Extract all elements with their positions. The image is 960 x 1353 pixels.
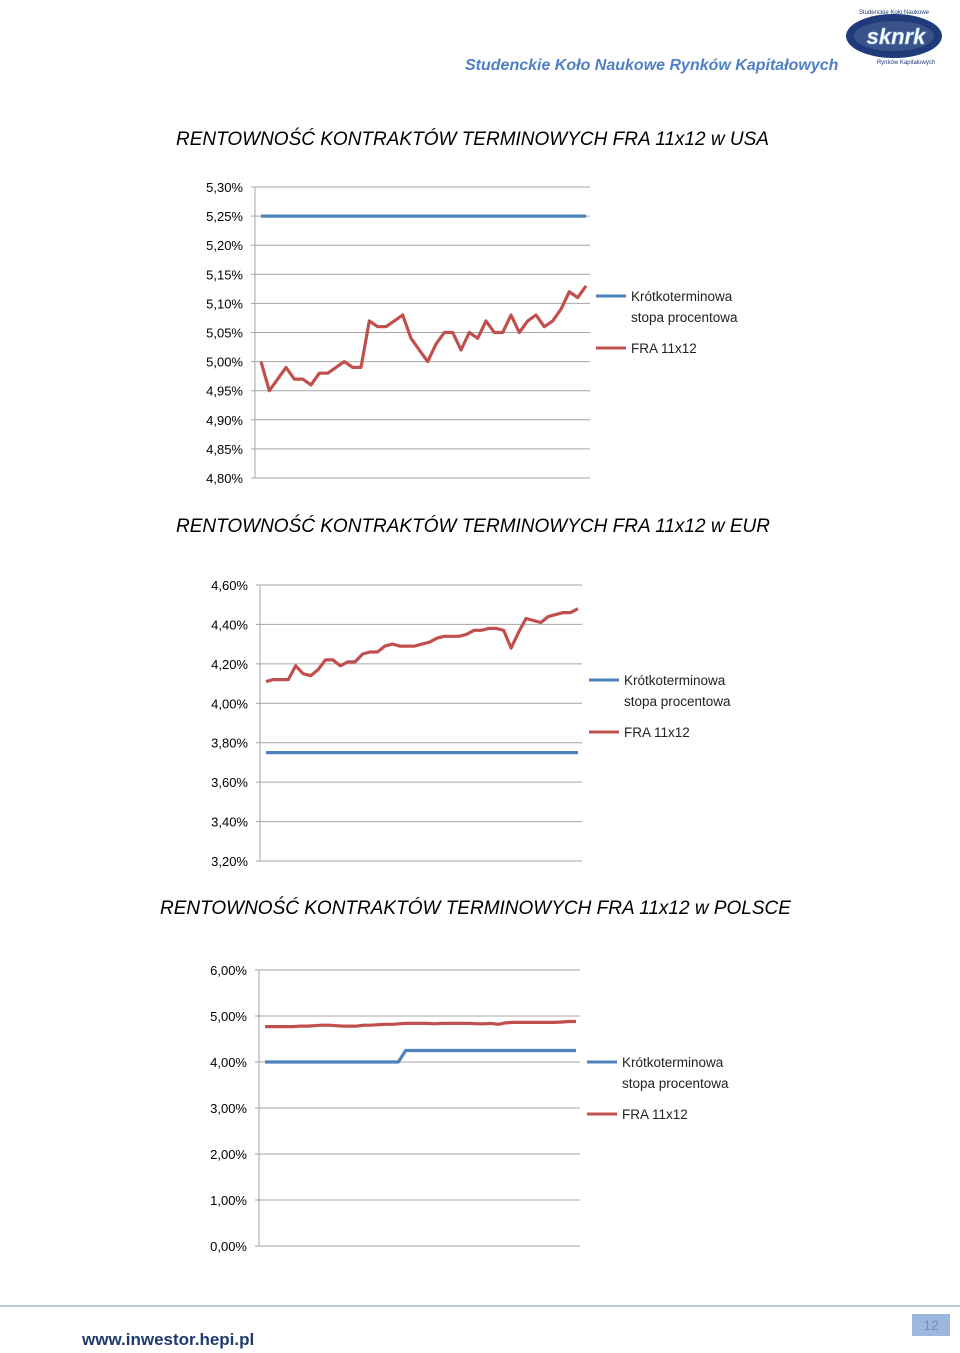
y-tick-label: 4,95%: [206, 383, 243, 399]
chart-title-eur: RENTOWNOŚĆ KONTRAKTÓW TERMINOWYCH FRA 11x12 w EUR: [176, 516, 770, 537]
y-tick-label: 6,00%: [210, 963, 247, 978]
legend-label-fra: FRA 11x12: [624, 725, 690, 740]
chart-legend: [589, 673, 731, 740]
y-tick-label: 4,90%: [206, 412, 243, 428]
y-tick-label: 4,20%: [211, 656, 248, 672]
y-tick-label: 4,00%: [211, 696, 248, 712]
y-tick-label: 5,30%: [206, 180, 243, 195]
y-tick-label: 3,40%: [211, 814, 248, 830]
y-tick-label: 5,10%: [206, 296, 243, 312]
chart-legend: [596, 289, 738, 356]
y-tick-label: 4,80%: [206, 471, 243, 486]
y-tick-label: 0,00%: [210, 1239, 247, 1254]
y-tick-label: 3,20%: [211, 854, 248, 869]
y-tick-label: 5,00%: [210, 1009, 247, 1024]
page-number: 12: [912, 1314, 950, 1336]
y-tick-label: 4,60%: [211, 578, 248, 593]
series-line-fra: [265, 1022, 576, 1027]
chart-title-usa: RENTOWNOŚĆ KONTRAKTÓW TERMINOWYCH FRA 11x12 w USA: [176, 129, 769, 150]
y-tick-label: 5,25%: [206, 209, 243, 225]
logo-arc-top-text: Studenckie Koło Naukowe: [858, 10, 930, 16]
y-tick-label: 4,85%: [206, 441, 243, 457]
series-line-fra: [261, 286, 586, 391]
logo-arc-bottom-text: Rynków Kapitałowych: [876, 60, 936, 66]
legend-label-short-rate: Krótkoterminowa stopa procentowa: [622, 1055, 729, 1091]
series-line-short-rate: [265, 1051, 576, 1063]
y-tick-label: 5,05%: [206, 325, 243, 341]
y-tick-label: 5,00%: [206, 354, 243, 370]
header-org-name: Studenckie Koło Naukowe Rynków Kapitałowych: [465, 57, 839, 74]
sknrk-logo: [842, 4, 946, 66]
legend-label-fra: FRA 11x12: [622, 1107, 688, 1122]
y-tick-label: 3,00%: [210, 1101, 247, 1116]
y-tick-label: 4,40%: [211, 617, 248, 633]
legend-label-short-rate: Krótkoterminowa stopa procentowa: [631, 289, 738, 325]
y-tick-label: 1,00%: [210, 1193, 247, 1208]
legend-label-fra: FRA 11x12: [631, 341, 697, 356]
logo-text: sknrk: [866, 24, 926, 49]
y-tick-label: 4,00%: [210, 1055, 247, 1070]
footer-url: www.inwestor.hepi.pl: [82, 1330, 255, 1349]
chart-eur: [0, 570, 960, 880]
y-tick-label: 5,20%: [206, 238, 243, 254]
chart-legend: [587, 1055, 729, 1122]
series-line-fra: [266, 609, 578, 682]
chart-usa: [0, 175, 960, 495]
footer-divider: [0, 1305, 960, 1307]
chart-polska: [0, 955, 960, 1265]
y-tick-label: 2,00%: [210, 1147, 247, 1162]
y-tick-label: 3,80%: [211, 735, 248, 751]
legend-label-short-rate: Krótkoterminowa stopa procentowa: [624, 673, 731, 709]
y-tick-label: 5,15%: [206, 267, 243, 283]
y-tick-label: 3,60%: [211, 775, 248, 791]
chart-title-polska: RENTOWNOŚĆ KONTRAKTÓW TERMINOWYCH FRA 11x12 w POLSCE: [160, 898, 791, 919]
